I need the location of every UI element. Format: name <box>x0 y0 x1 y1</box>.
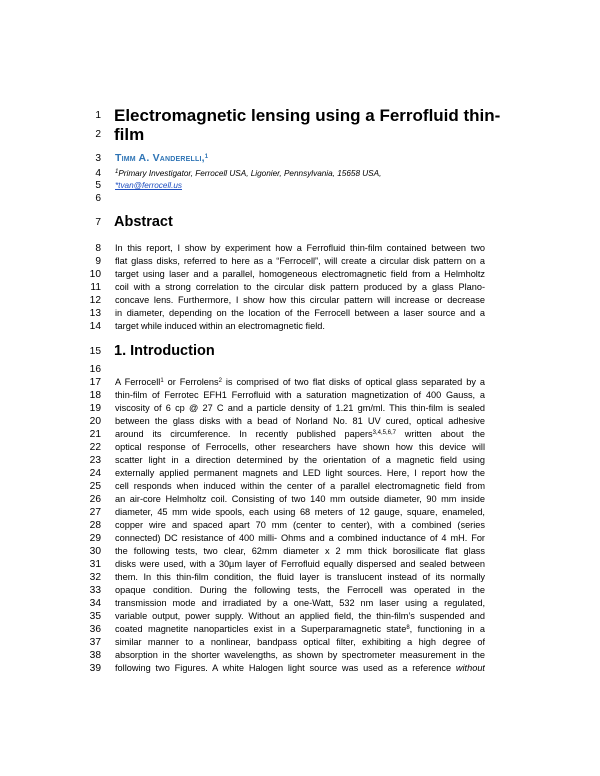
line-number: 9 <box>95 256 101 267</box>
abstract-line: coil with a strong correlation to the circular disk pattern produced by a glass Plano- <box>115 282 485 292</box>
line-number: 38 <box>89 650 101 661</box>
intro-line: copper wire and spaced apart 70 mm (center to center), with a combined (series <box>115 520 485 530</box>
intro-line: viscosity of 6 cp @ 27 C and a particle density of 1.21 gm/ml. This thin-film is sealed <box>115 403 485 413</box>
line-number: 8 <box>95 243 101 254</box>
citation-superscript: 1 <box>160 378 164 384</box>
intro-line: connected) DC resistance of 400 milli- Ohms and a combined inductance of 4 mH. For <box>115 533 485 543</box>
line-number: 37 <box>89 637 101 648</box>
abstract-line: target using laser and a parallel, homogeneous electromagnetic field from a Helmholtz <box>115 269 485 279</box>
line-number: 16 <box>89 364 101 375</box>
line-number: 4 <box>95 168 101 179</box>
author-affiliation <box>115 168 381 179</box>
affiliation-text: Primary Investigator, Ferrocell USA, Ligonier, Pennsylvania, 15658 USA, <box>118 169 382 178</box>
line-number: 21 <box>89 429 101 440</box>
line-number: 15 <box>89 346 101 357</box>
line-number: 39 <box>89 663 101 674</box>
intro-heading: 1. Introduction <box>114 343 215 359</box>
citation-superscript: 3,4,5,6,7 <box>372 430 396 436</box>
abstract-line: in diameter, depending on the location of the Ferrocell between a laser source and a <box>115 308 485 318</box>
author-email-link[interactable]: *tvan@ferrocell.us <box>115 181 183 190</box>
line-number: 22 <box>89 442 101 453</box>
line-number: 27 <box>89 507 101 518</box>
author-name-text: Timm A. Vanderelli, <box>115 152 205 164</box>
line-number: 31 <box>89 559 101 570</box>
intro-line <box>115 662 485 675</box>
intro-text: written about the <box>396 429 485 439</box>
line-number: 5 <box>95 180 101 191</box>
line-number: 32 <box>89 572 101 583</box>
line-number: 2 <box>95 129 101 140</box>
intro-text: coated magnetite nanoparticles exist in a Superparamagnetic state <box>115 624 407 634</box>
intro-line: them. In this thin-film condition, the fluid layer is translucent instead of its normally <box>115 572 485 582</box>
line-number: 36 <box>89 624 101 635</box>
line-number: 11 <box>90 282 101 293</box>
abstract-line: flat glass disks, referred to here as a “Ferrocell”, will create a circular disk pattern on a <box>115 256 485 266</box>
paper-title-line2: film <box>114 125 145 144</box>
intro-line: disks were used, with a 30µm layer of Ferrofluid equally dispersed and sealed between <box>115 559 485 569</box>
line-number: 10 <box>89 269 101 280</box>
line-number: 13 <box>89 308 101 319</box>
intro-line: optical response of Ferrocells, other researchers have shown how this device will <box>115 442 485 452</box>
line-number: 12 <box>89 295 101 306</box>
line-number: 24 <box>89 468 101 479</box>
line-number: 30 <box>89 546 101 557</box>
affiliation-mark: 1 <box>115 169 119 175</box>
citation-superscript: 2 <box>218 378 222 384</box>
line-number: 33 <box>89 585 101 596</box>
intro-line: similar manner to a nonlinear, bandpass optical filter, exhibiting a high degree of <box>115 637 485 647</box>
line-number: 29 <box>89 533 101 544</box>
line-number: 28 <box>89 520 101 531</box>
intro-line: between the glass disks with a bead of Norland No. 81 UV cured, optical adhesive <box>115 416 485 426</box>
line-number: 3 <box>95 153 101 164</box>
intro-line: an air-core Helmholtz coil. Consisting of two 140 mm outside diameter, 90 mm inside <box>115 494 485 504</box>
line-number: 23 <box>89 455 101 466</box>
intro-line <box>115 428 485 441</box>
citation-superscript: 8 <box>406 625 410 631</box>
line-number: 35 <box>89 611 101 622</box>
line-number: 14 <box>89 321 101 332</box>
intro-line: transmission mode and irradiated by a one-Watt, 532 nm laser using a regulated, <box>115 598 485 608</box>
line-number: 17 <box>89 377 101 388</box>
author-mark: 1 <box>204 154 209 160</box>
line-number: 20 <box>89 416 101 427</box>
intro-line <box>115 376 485 389</box>
line-number: 7 <box>95 217 101 228</box>
intro-line: externally applied permanent magnets and LED light sources. Here, I report how the <box>115 468 485 478</box>
intro-text: A Ferrocell <box>115 377 161 387</box>
author-name <box>115 152 208 164</box>
intro-text: or Ferrolens <box>163 377 219 387</box>
abstract-line: target while induced within an electromagnetic field. <box>115 321 325 331</box>
intro-text: around its circumference. In recently published papers <box>115 429 373 439</box>
intro-line: thin-film of Ferrotec EFH1 Ferrofluid with a saturation magnetization of 400 Gauss, a <box>115 390 485 400</box>
abstract-line: In this report, I show by experiment how a Ferrofluid thin-film contained between two <box>115 243 485 253</box>
intro-line: diameter, 45 mm wide spools, each using 68 meters of 12 gauge, square, enameled, <box>115 507 485 517</box>
abstract-line: concave lens. Furthermore, I show how this circular pattern will increase or decrease <box>115 295 485 305</box>
intro-line: variable output, power supply. Without an applied field, the thin-film’s suspended and <box>115 611 485 621</box>
line-number: 25 <box>89 481 101 492</box>
intro-line: absorption in the shorter wavelengths, as shown by spectrometer measurement in the <box>115 650 485 660</box>
abstract-heading: Abstract <box>114 214 173 230</box>
intro-line: scatter light in a direction determined by the orientation of a magnetic field using <box>115 455 485 465</box>
intro-line: opaque condition. During the following tests, the Ferrocell was operated in the <box>115 585 485 595</box>
line-number: 26 <box>89 494 101 505</box>
line-number: 19 <box>89 403 101 414</box>
line-number: 34 <box>89 598 101 609</box>
intro-line <box>115 623 485 636</box>
line-number: 6 <box>95 193 101 204</box>
line-number: 1 <box>95 110 101 121</box>
intro-text: following two Figures. A white Halogen light source was used as a reference <box>115 663 456 673</box>
line-number: 18 <box>89 390 101 401</box>
intro-text: , functioning in a <box>409 624 485 634</box>
intro-text: is comprised of two flat disks of optical glass separated by a <box>221 377 485 387</box>
intro-line: the following tests, two clear, 62mm diameter x 2 mm thick borosilicate flat glass <box>115 546 485 556</box>
paper-title-line1: Electromagnetic lensing using a Ferrofluid thin- <box>114 106 501 125</box>
intro-line: cell responds when induced within the center of a parallel electromagnetic field from <box>115 481 485 491</box>
intro-text-italic: without <box>455 663 485 673</box>
